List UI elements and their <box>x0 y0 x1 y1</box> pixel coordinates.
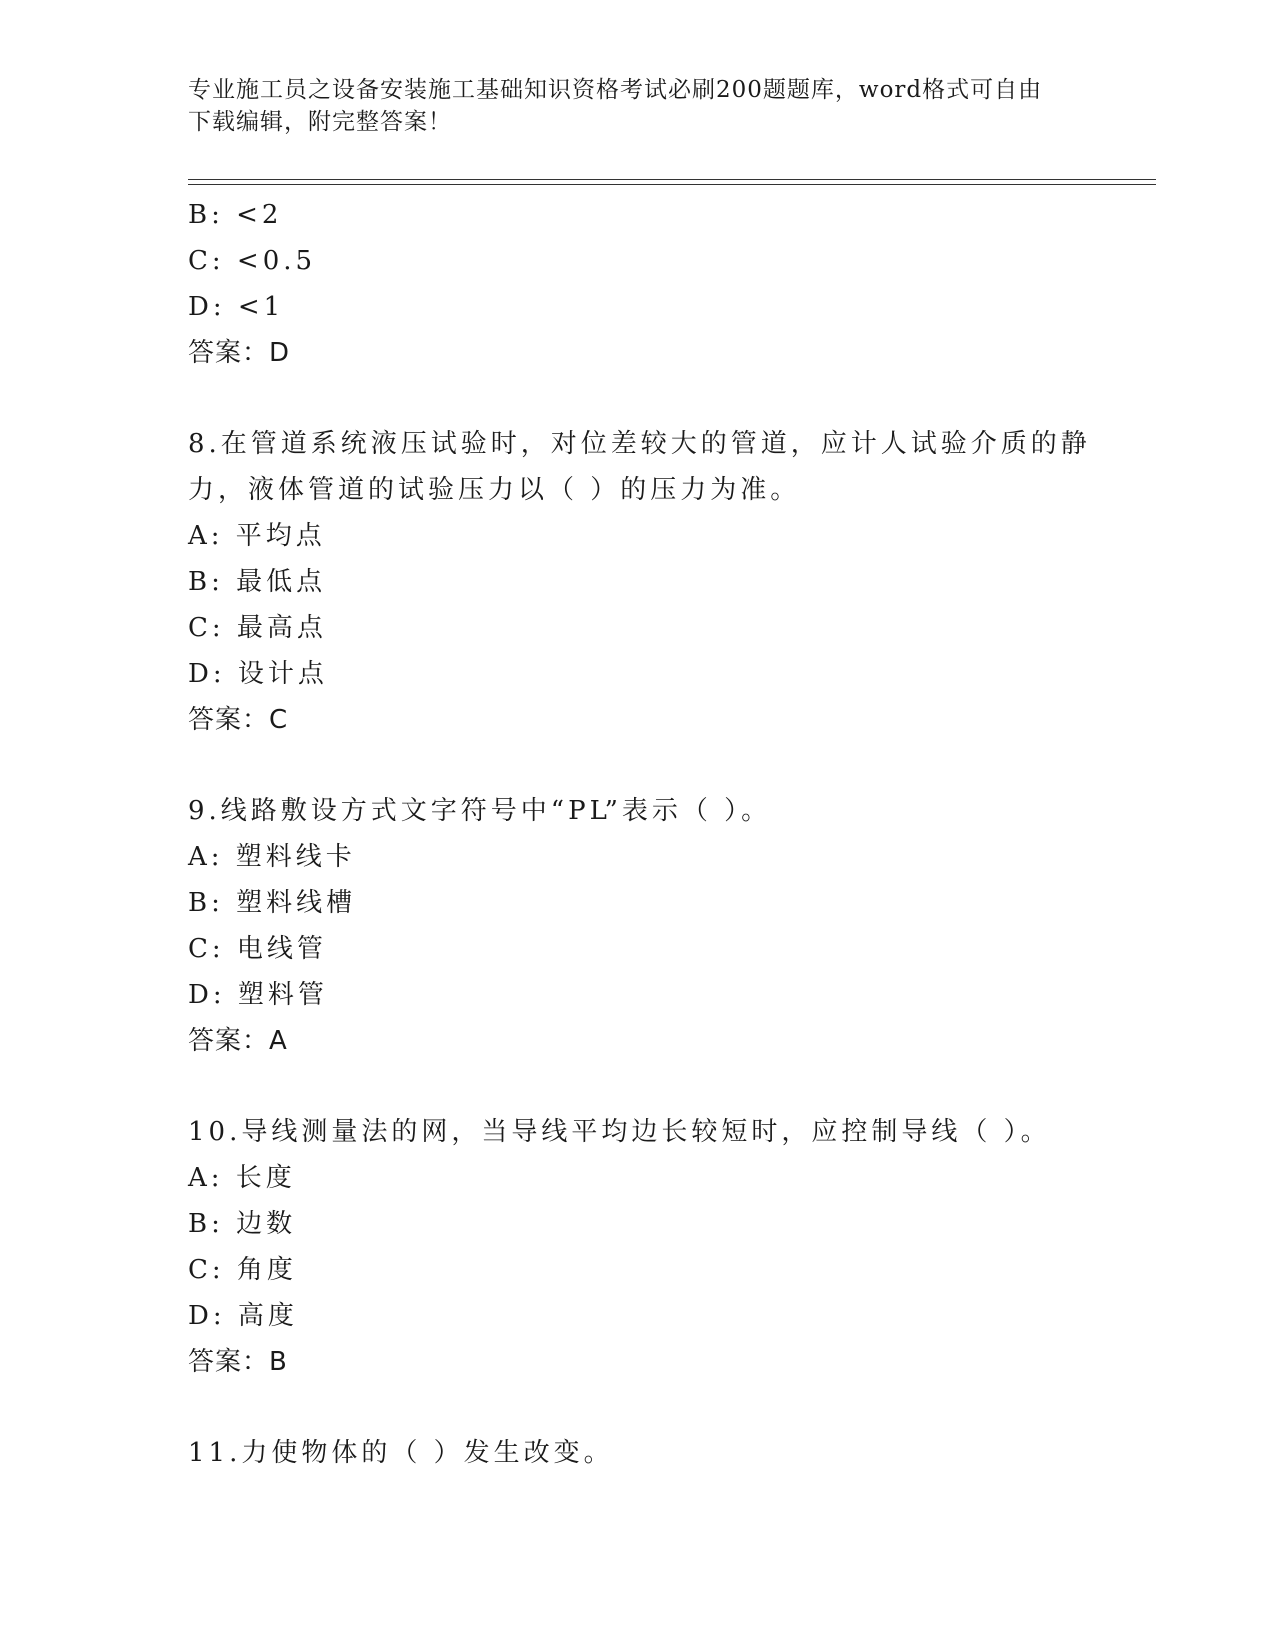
option-a: A: 平均点 <box>188 521 326 551</box>
question-stem: 9.线路敷设方式文字符号中“PL”表示（ ）。 <box>188 796 772 826</box>
document-header <box>188 74 1068 138</box>
answer-label: 答案：D <box>188 338 291 368</box>
question-block-7 <box>188 192 1088 376</box>
option-a: A: 塑料线卡 <box>188 842 356 872</box>
option-a: A: 长度 <box>188 1163 296 1193</box>
question-block-11 <box>188 1430 1088 1476</box>
answer-label: 答案：C <box>188 705 289 735</box>
question-block-10 <box>188 1109 1088 1385</box>
option-d: D: <1 <box>188 292 285 322</box>
option-c: C: 最高点 <box>188 613 327 643</box>
answer-label: 答案：A <box>188 1026 288 1056</box>
option-d: D: 塑料管 <box>188 980 328 1010</box>
question-stem: 11.力使物体的（ ）发生改变。 <box>188 1438 614 1468</box>
question-block-8 <box>188 421 1091 743</box>
question-list <box>188 192 1091 1476</box>
option-d: D: 设计点 <box>188 659 328 689</box>
option-b: B: 塑料线槽 <box>188 888 357 918</box>
option-d: D: 高度 <box>188 1301 298 1331</box>
option-c: C: 角度 <box>188 1255 297 1285</box>
option-c: C: 电线管 <box>188 934 327 964</box>
answer-label: 答案：B <box>188 1347 288 1377</box>
option-c: C: <0.5 <box>188 246 317 276</box>
option-b: B: 最低点 <box>188 567 327 597</box>
header-line-1: 专业施工员之设备安装施工基础知识资格考试必刷200题题库，word格式可自由 <box>188 77 1043 103</box>
question-stem: 10.导线测量法的网，当导线平均边长较短时，应控制导线（ ）。 <box>188 1117 1051 1147</box>
option-b: B: 边数 <box>188 1209 297 1239</box>
option-b: B: <2 <box>188 200 283 230</box>
header-divider-bottom <box>188 184 1156 185</box>
header-divider-top <box>188 179 1156 180</box>
question-stem: 8.在管道系统液压试验时，对位差较大的管道，应计人试验介质的静 <box>188 429 1091 459</box>
question-block-9 <box>188 788 1088 1064</box>
header-line-2: 下载编辑，附完整答案！ <box>188 109 452 135</box>
question-stem: 力，液体管道的试验压力以（ ）的压力为准。 <box>188 475 801 505</box>
